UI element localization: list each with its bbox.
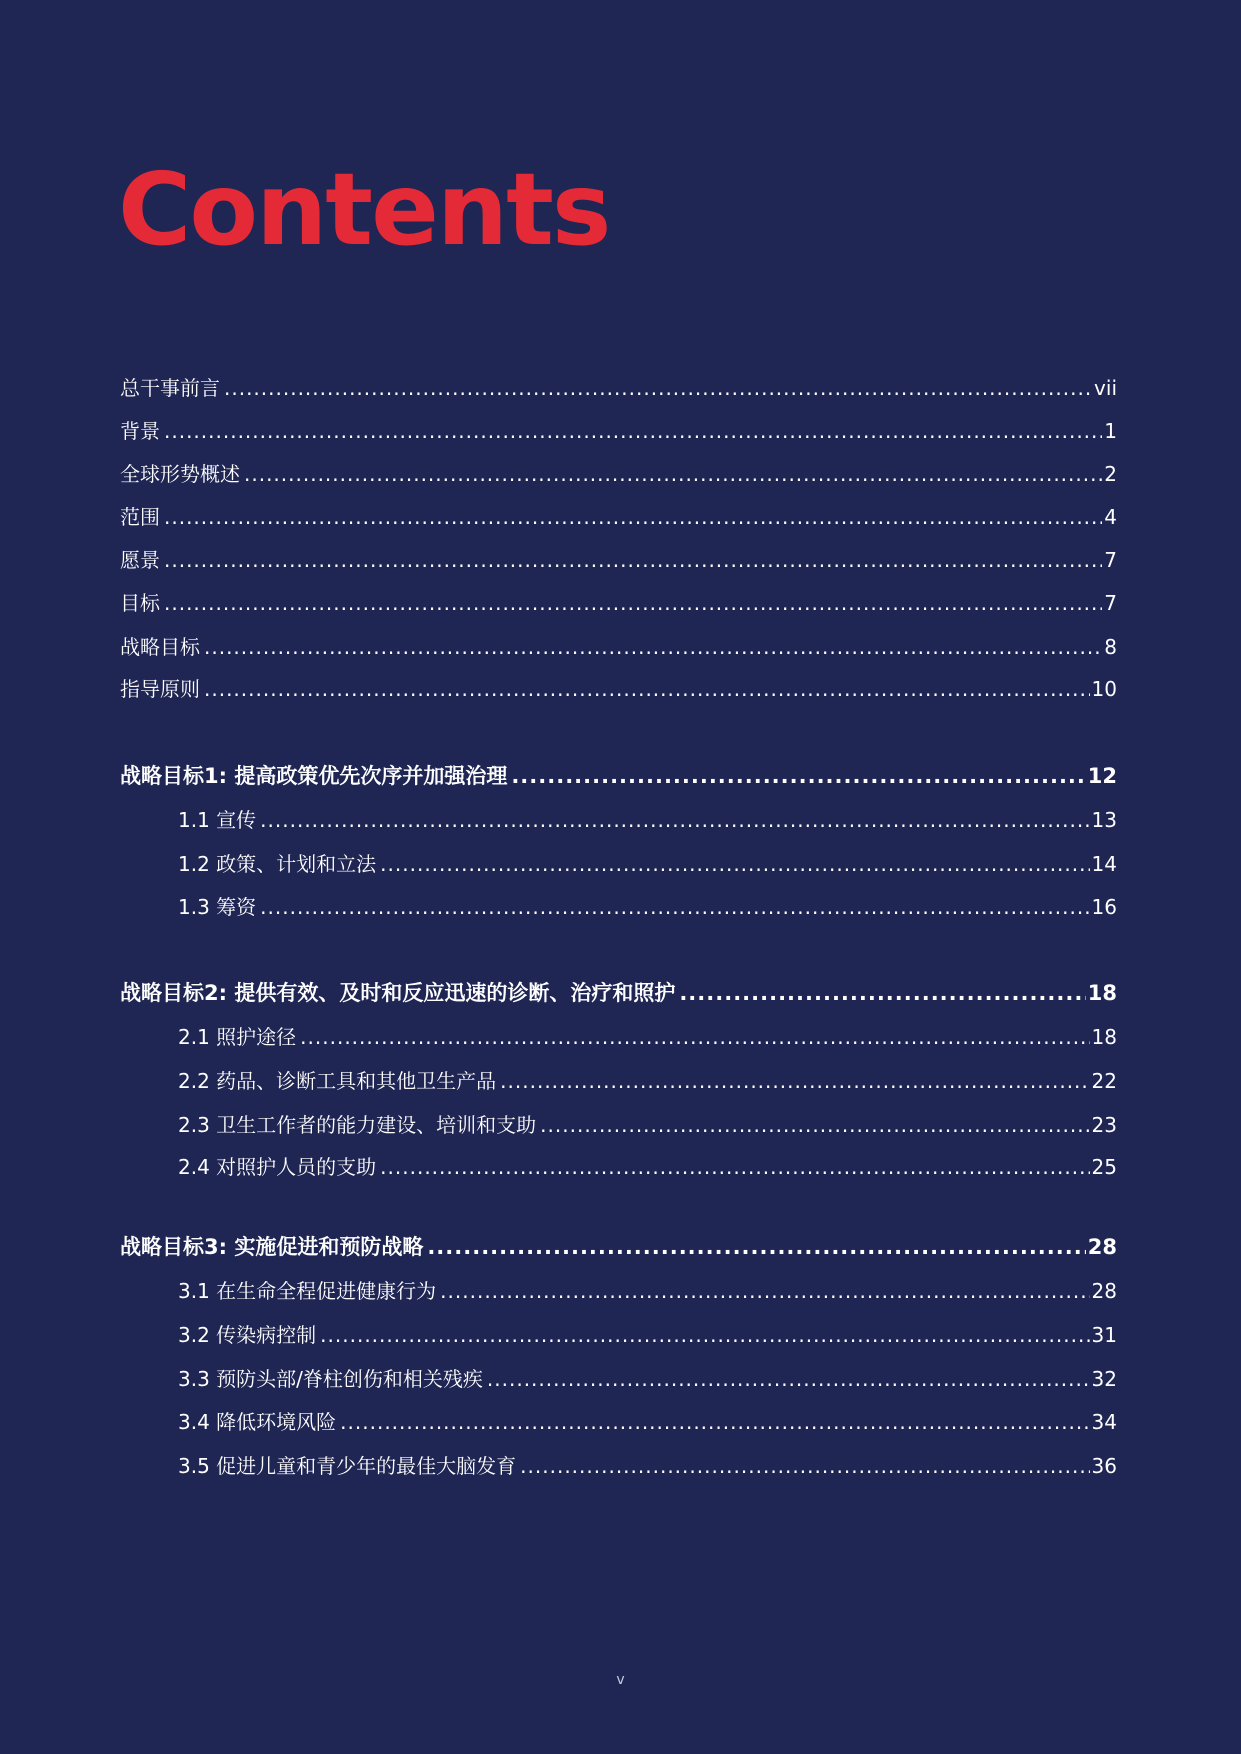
dot-leader <box>320 1321 1089 1349</box>
toc-entry-label: 2.3 卫生工作者的能力建设、培训和支助 <box>178 1113 537 1137</box>
toc-entry-label: 全球形势概述 <box>120 462 240 486</box>
toc-entry[interactable] <box>178 893 1117 921</box>
toc-entry[interactable] <box>178 1321 1117 1349</box>
page-title: Contents <box>118 151 610 268</box>
toc-entry-label: 1.3 筹资 <box>178 895 257 919</box>
toc-entry-label: 2.2 药品、诊断工具和其他卫生产品 <box>178 1069 497 1093</box>
dot-leader <box>427 1233 1085 1261</box>
toc-entry[interactable] <box>178 1408 1117 1436</box>
toc-entry-label: 1.2 政策、计划和立法 <box>178 852 377 876</box>
toc-page-number: 32 <box>1091 1367 1117 1391</box>
dot-leader <box>380 1153 1089 1181</box>
toc-page-number: 34 <box>1091 1410 1117 1434</box>
dot-leader <box>500 1067 1089 1095</box>
dot-leader <box>540 1111 1089 1139</box>
toc-entry[interactable] <box>120 589 1117 617</box>
toc-entry-label: 战略目标1: 提高政策优先次序并加强治理 <box>120 764 508 788</box>
toc-entry[interactable] <box>178 1111 1117 1139</box>
toc-entry-label: 3.1 在生命全程促进健康行为 <box>178 1279 437 1303</box>
toc-entry[interactable] <box>178 1365 1117 1393</box>
dot-leader <box>260 893 1089 921</box>
toc-entry[interactable] <box>178 1023 1117 1051</box>
dot-leader <box>260 806 1089 834</box>
toc-entry-label: 2.1 照护途径 <box>178 1025 297 1049</box>
toc-entry-label: 目标 <box>120 591 160 615</box>
toc-entry[interactable] <box>178 1067 1117 1095</box>
toc-entry[interactable] <box>120 675 1117 703</box>
toc-section-heading[interactable] <box>120 1233 1117 1261</box>
toc-page-number: 28 <box>1091 1279 1117 1303</box>
dot-leader <box>164 417 1102 445</box>
toc-entry-label: 愿景 <box>120 548 160 572</box>
dot-leader <box>224 374 1092 402</box>
toc-entry[interactable] <box>178 1153 1117 1181</box>
toc-entry[interactable] <box>120 417 1117 445</box>
toc-page-number: 18 <box>1087 981 1117 1005</box>
toc-page-number: 36 <box>1091 1454 1117 1478</box>
toc-entry-label: 战略目标3: 实施促进和预防战略 <box>120 1235 424 1259</box>
toc-entry-label: 3.3 预防头部/脊柱创伤和相关残疾 <box>178 1367 483 1391</box>
toc-entry-label: 范围 <box>120 505 160 529</box>
toc-page-number: 18 <box>1091 1025 1117 1049</box>
toc-entry[interactable] <box>120 460 1117 488</box>
toc-entry-label: 1.1 宣传 <box>178 808 257 832</box>
toc-section-heading[interactable] <box>120 762 1117 790</box>
toc-page-number: 10 <box>1091 677 1117 701</box>
toc-page-number: 1 <box>1104 419 1117 443</box>
dot-leader <box>164 546 1102 574</box>
dot-leader <box>204 633 1102 661</box>
dot-leader <box>300 1023 1089 1051</box>
toc-page-number: 22 <box>1091 1069 1117 1093</box>
toc-entry[interactable] <box>120 546 1117 574</box>
toc-entry-label: 3.4 降低环境风险 <box>178 1410 337 1434</box>
toc-page-number: 13 <box>1091 808 1117 832</box>
dot-leader <box>340 1408 1089 1436</box>
toc-entry-label: 3.5 促进儿童和青少年的最佳大脑发育 <box>178 1454 517 1478</box>
toc-entry-label: 战略目标 <box>120 635 200 659</box>
toc-page-number: 12 <box>1087 764 1117 788</box>
toc-page-number: 25 <box>1091 1155 1117 1179</box>
toc-page-number: 8 <box>1104 635 1117 659</box>
toc-page-number: 7 <box>1104 548 1117 572</box>
toc-entry-label: 2.4 对照护人员的支助 <box>178 1155 377 1179</box>
dot-leader <box>244 460 1102 488</box>
toc-entry[interactable] <box>120 633 1117 661</box>
toc-entry[interactable] <box>178 1452 1117 1480</box>
dot-leader <box>204 675 1090 703</box>
dot-leader <box>511 762 1085 790</box>
toc-page-number: 7 <box>1104 591 1117 615</box>
dot-leader <box>164 503 1102 531</box>
toc-section-heading[interactable] <box>120 979 1117 1007</box>
dot-leader <box>679 979 1085 1007</box>
toc-page-number: 2 <box>1104 462 1117 486</box>
dot-leader <box>164 589 1102 617</box>
toc-page-number: 23 <box>1091 1113 1117 1137</box>
toc-entry-label: 背景 <box>120 419 160 443</box>
toc-entry[interactable] <box>178 806 1117 834</box>
page-number: v <box>616 1672 625 1688</box>
toc-page-number: 4 <box>1104 505 1117 529</box>
toc-page-number: 28 <box>1087 1235 1117 1259</box>
toc-entry[interactable] <box>178 850 1117 878</box>
toc-page-number: 31 <box>1091 1323 1117 1347</box>
toc-entry-label: 指导原则 <box>120 677 200 701</box>
toc-page-number: vii <box>1094 376 1117 400</box>
dot-leader <box>380 850 1089 878</box>
toc-entry-label: 总干事前言 <box>120 376 220 400</box>
toc-entry[interactable] <box>120 374 1117 402</box>
toc-page-number: 14 <box>1091 852 1117 876</box>
dot-leader <box>440 1277 1089 1305</box>
toc-entry[interactable] <box>178 1277 1117 1305</box>
dot-leader <box>520 1452 1089 1480</box>
toc-entry[interactable] <box>120 503 1117 531</box>
toc-page-number: 16 <box>1091 895 1117 919</box>
toc-entry-label: 战略目标2: 提供有效、及时和反应迅速的诊断、治疗和照护 <box>120 981 676 1005</box>
dot-leader <box>487 1365 1090 1393</box>
toc-entry-label: 3.2 传染病控制 <box>178 1323 317 1347</box>
